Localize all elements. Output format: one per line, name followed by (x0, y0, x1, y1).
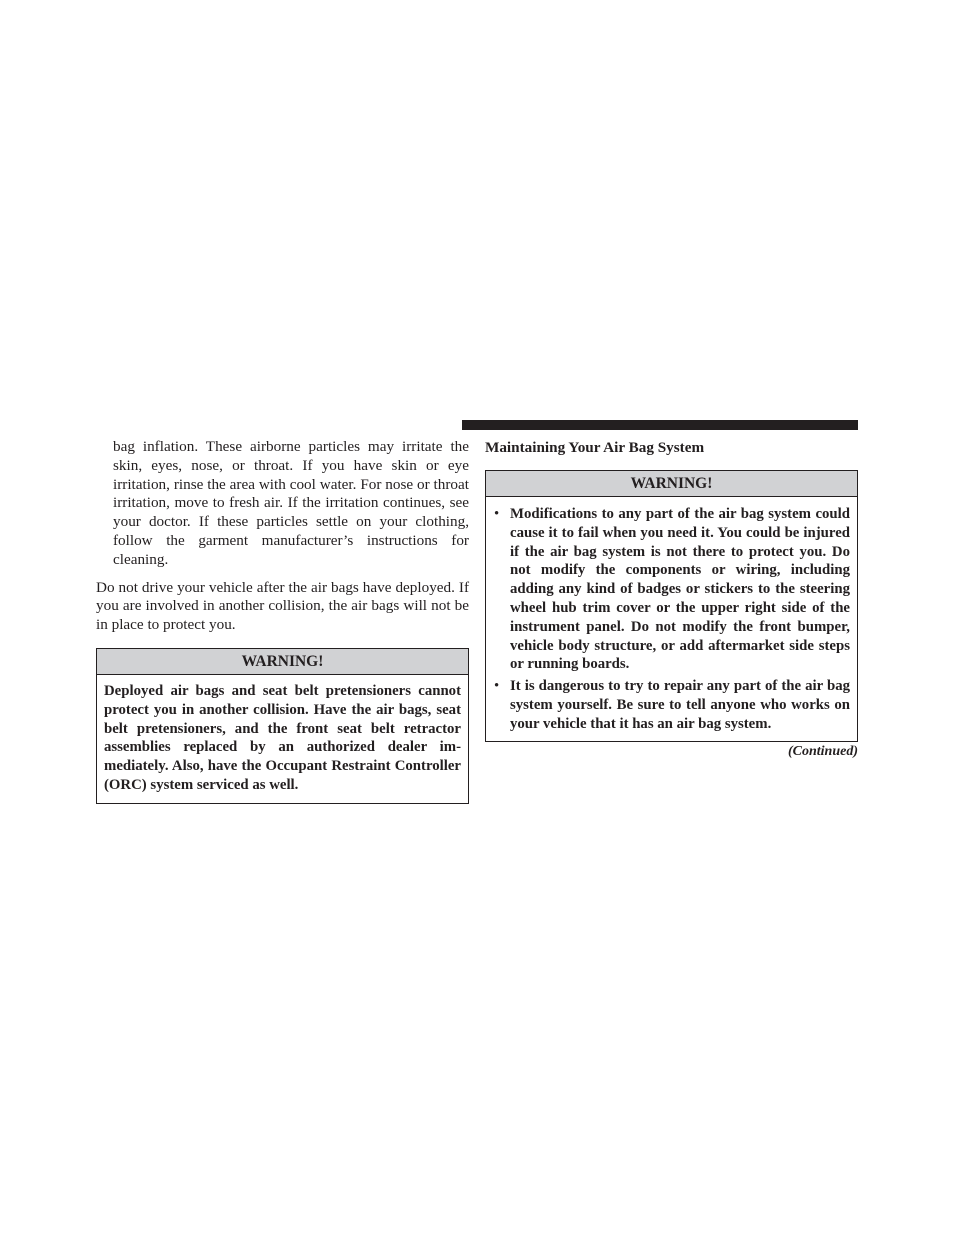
warning-item-text: Modifications to any part of the air bag system could cause it to fail when you need it. You could be injured if the air bag system is not there to protect you. Do not modify the components or wiring, including adding any kind of badges or stickers to the steering wheel hub trim cover or the upper right side of the instrument panel. Do not modify the front bumper, vehicle body structure, or add aftermarket side steps or running boards. (510, 506, 850, 673)
bullet-icon: • (494, 506, 500, 522)
do-not-drive-paragraph: Do not drive your vehicle after the air bags have deployed. If you are involved in another collision, the air bags will not be in place to protect you. (96, 578, 469, 634)
warning-text: Deployed air bags and seat belt pretensioners cannot protect you in another collision. Have the air bags, seat belt pretensioners, and the front seat belt retractor assemblies replaced by an authorized dealer immediately. Also, have the Occupant Restraint Controller (ORC) system serviced as well. (104, 682, 461, 793)
warning-list (486, 497, 857, 741)
right-column (485, 438, 858, 761)
bullet-icon: • (494, 678, 500, 695)
section-title: Maintaining Your Air Bag System (485, 439, 705, 456)
deployed-airbags-warning-box (96, 648, 469, 804)
continued-label: (Continued) (787, 743, 858, 759)
warning-heading: WARNING! (97, 649, 468, 675)
warning-list-item (493, 505, 850, 674)
warning-item-text: It is dangerous to try to repair any part of the air bag system yourself. Be sure to tell anyone who works on your vehicle that it has an air bag system. (510, 678, 850, 732)
left-column (96, 438, 469, 804)
airbag-particles-paragraph: bag inflation. These airborne particles may irritate the skin, eyes, nose, or throat. If you have skin or eye irritation, rinse the area with cool water. For nose or throat irritation, move to fresh air. If the irritation continues, see your doctor. If these particles settle on your clothing, follow the garment manufacturer’s instructions for cleaning. (113, 438, 469, 568)
warning-heading: WARNING! (486, 471, 857, 497)
section-header-bar (462, 420, 858, 430)
warning-list-item (493, 677, 850, 733)
maintenance-warning-box (485, 470, 858, 742)
